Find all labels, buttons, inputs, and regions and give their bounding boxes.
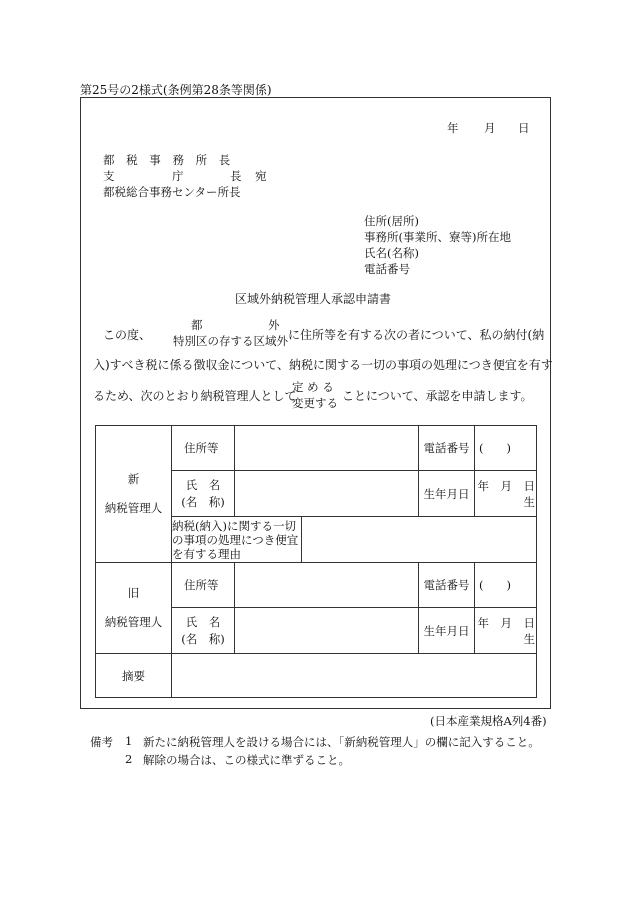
old-address-label: 住所等 [172,563,235,608]
new-agent-label-1: 新 [127,472,140,486]
new-phone-field[interactable] [475,426,537,471]
old-phone-paren: ( ) [479,578,511,592]
standard-note: (日本産業規格A列4番) [430,714,547,728]
new-name-label [172,471,235,517]
addressee-line2-b: 庁 [172,169,184,183]
old-agent-label-1: 旧 [127,586,140,600]
new-name-field[interactable] [235,471,419,517]
form-title: 区域外納税管理人承認申請書 [235,292,392,306]
new-reason-field[interactable] [302,517,537,563]
body-line3-b: ことについて、承認を申請します。 [342,389,533,403]
body-line1: に住所等を有する次の者について、私の納付(納 [288,328,545,342]
new-address-label: 住所等 [172,426,235,471]
old-phone-label: 電話番号 [419,563,475,608]
applicant-name: 氏名(名称) [364,246,419,260]
applicant-phone: 電話番号 [364,262,410,276]
addressee-line1: 都 税 事 務 所 長 [103,153,231,167]
biko-label: 備考 [90,735,113,749]
new-phone-label: 電話番号 [419,426,475,471]
new-agent-label-2: 納税管理人 [104,501,163,515]
reason-line-2: の事項の処理につき便宜 [172,533,299,547]
note2-number: 2 [125,752,133,766]
form-number-label: 第25号の2様式(条例第28条等関係) [80,83,272,97]
new-name-label-1: 氏 名 [185,477,221,492]
remarks-row [96,654,537,698]
old-name-label [172,608,235,654]
new-name-label-2: (名 称) [181,494,225,509]
old-phone-field[interactable] [475,563,537,608]
option-to: 都 [191,318,203,332]
old-address-row [96,563,537,608]
new-reason-label [172,517,302,563]
option-sadameru: 定 め る [292,380,334,394]
body-lead: この度、 [103,328,152,342]
new-agent-label [96,426,172,563]
note1-number: 1 [125,734,133,748]
agent-table [95,425,537,698]
applicant-office: 事務所(事業所、寮等)所在地 [364,230,511,244]
old-agent-label-2: 納税管理人 [104,615,163,629]
old-birth-field[interactable] [475,608,537,654]
note1-text: 新たに納税管理人を設ける場合には、「新納税管理人」の欄に記入すること。 [143,735,540,749]
option-gai: 外 [268,318,280,332]
addressee-line2-d: 宛 [255,169,267,183]
date-year: 年 [447,121,459,135]
new-address-row [96,426,537,471]
old-birth-label: 生年月日 [419,608,475,654]
old-name-field[interactable] [235,608,419,654]
option-henkou: 変更する [292,396,338,410]
old-name-label-2: (名 称) [181,631,225,646]
reason-line-1: 納税(納入)に関する一切 [172,519,296,533]
date-month: 月 [484,121,496,135]
reason-line-3: を有する理由 [172,547,241,561]
body-line3-a: るため、次のとおり納税管理人として [93,389,297,403]
addressee-line2-c: 長 [230,169,242,183]
addressee-line3: 都税総合事務センター所長 [103,185,241,199]
new-birth-label: 生年月日 [419,471,475,517]
date-day: 日 [518,121,530,135]
old-agent-label [96,563,172,654]
new-phone-paren: ( ) [479,441,511,455]
new-birth-field[interactable] [475,471,537,517]
addressee-line2-a: 支 [103,169,115,183]
old-address-field[interactable] [235,563,419,608]
old-birth-value: 年 月 日生 [477,615,535,646]
body-line2: 入)すべき税に係る徴収金について、納税に関する一切の事項の処理につき便宜を有す [93,358,553,372]
note2-text: 解除の場合は、この様式に準ずること。 [143,753,350,767]
remarks-field[interactable] [172,654,537,698]
option-tokubetsuku: 特別区の存する区域外 [173,334,288,348]
remarks-label: 摘要 [96,654,172,698]
new-address-field[interactable] [235,426,419,471]
new-birth-value: 年 月 日生 [477,478,535,509]
old-name-label-1: 氏 名 [185,614,221,629]
applicant-address: 住所(居所) [364,214,419,228]
